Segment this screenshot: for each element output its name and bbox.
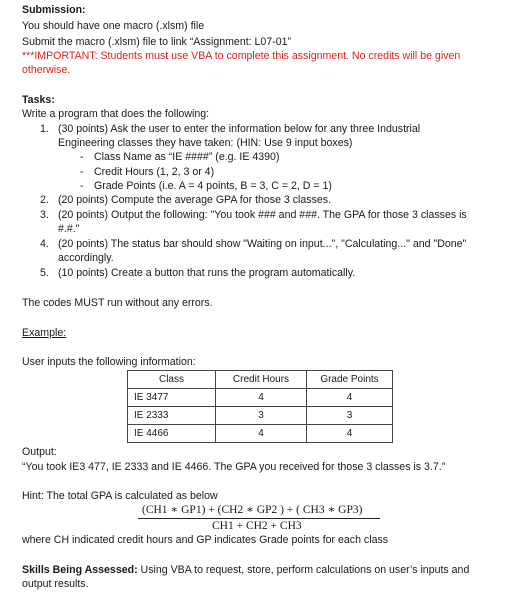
task-3-line-2: #.#." [58,223,80,235]
task-1-number: 1. [40,123,49,135]
task-5-number: 5. [40,267,49,279]
table-cell-credit-hours: 4 [216,389,307,407]
skills-line-2: output results. [22,578,89,590]
important-note-line-1: ***IMPORTANT: Students must use VBA to complete this assignment. No credits will be given [22,50,461,62]
table-row [128,407,393,425]
table-cell-grade-points: 4 [307,425,393,443]
table-header-class: Class [128,371,216,389]
task-3-line-1: (20 points) Output the following: "You took ### and ###. The GPA for those 3 classes is [58,209,467,221]
task-3-number: 3. [40,209,49,221]
output-text: “You took IE3 477, IE 2333 and IE 4466. The GPA you received for those 3 classes is 3.7.” [22,461,446,473]
subitem-bullet: - [80,151,84,163]
example-heading: Example: [22,327,67,339]
task-1-subitem-class-name: Class Name as “IE ####” (e.g. IE 4390) [94,151,280,163]
output-label: Output: [22,446,57,458]
table-cell-grade-points: 4 [307,389,393,407]
hint-where: where CH indicated credit hours and GP indicates Grade points for each class [22,534,389,546]
formula-fraction-bar [138,518,380,519]
table-row [128,389,393,407]
task-2-number: 2. [40,194,49,206]
example-intro: User inputs the following information: [22,356,196,368]
formula-numerator: (CH1 ∗ GP1) + (CH2 ∗ GP2 ) + ( CH3 ∗ GP3) [142,504,363,516]
task-4-line-1: (20 points) The status bar should show "Waiting on input...", "Calculating..." and "Done" [58,238,467,250]
submission-line-1: You should have one macro (.xlsm) file [22,20,205,32]
task-4-line-2: accordingly. [58,252,114,264]
skills-label: Skills Being Assessed: [22,564,138,576]
skills-line-1 [22,564,469,577]
task-4-number: 4. [40,238,49,250]
subitem-bullet: - [80,180,84,192]
example-input-table [127,370,393,443]
table-cell-credit-hours: 3 [216,407,307,425]
submission-line-2: Submit the macro (.xlsm) file to link “Assignment: L07-01” [22,36,292,48]
codes-note: The codes MUST run without any errors. [22,297,213,309]
table-header-credit-hours: Credit Hours [216,371,307,389]
formula-denominator: CH1 + CH2 + CH3 [212,520,302,532]
task-1-subitem-credit-hours: Credit Hours (1, 2, 3 or 4) [94,166,215,178]
tasks-heading: Tasks: [22,94,55,106]
table-header-grade-points: Grade Points [307,371,393,389]
task-1-line-1: (30 points) Ask the user to enter the information below for any three Industrial [58,123,421,135]
task-2-line-1: (20 points) Compute the average GPA for those 3 classes. [58,194,332,206]
task-5-line-1: (10 points) Create a button that runs the program automatically. [58,267,356,279]
tasks-intro: Write a program that does the following: [22,108,210,120]
task-1-line-2: Engineering classes they have taken: (HIN: Use 9 input boxes) [58,137,353,149]
hint-text: Hint: The total GPA is calculated as below [22,490,218,502]
submission-heading: Submission: [22,4,86,16]
skills-text: Using VBA to request, store, perform calculations on user’s inputs and [137,564,470,576]
table-cell-class: IE 4466 [128,425,216,443]
table-header-row [128,371,393,389]
important-note-line-2: otherwise. [22,64,71,76]
table-cell-credit-hours: 4 [216,425,307,443]
table-cell-class: IE 2333 [128,407,216,425]
table-row [128,425,393,443]
task-1-subitem-grade-points: Grade Points (i.e. A = 4 points, B = 3, C = 2, D = 1) [94,180,332,192]
table-cell-class: IE 3477 [128,389,216,407]
table-cell-grade-points: 3 [307,407,393,425]
subitem-bullet: - [80,166,84,178]
